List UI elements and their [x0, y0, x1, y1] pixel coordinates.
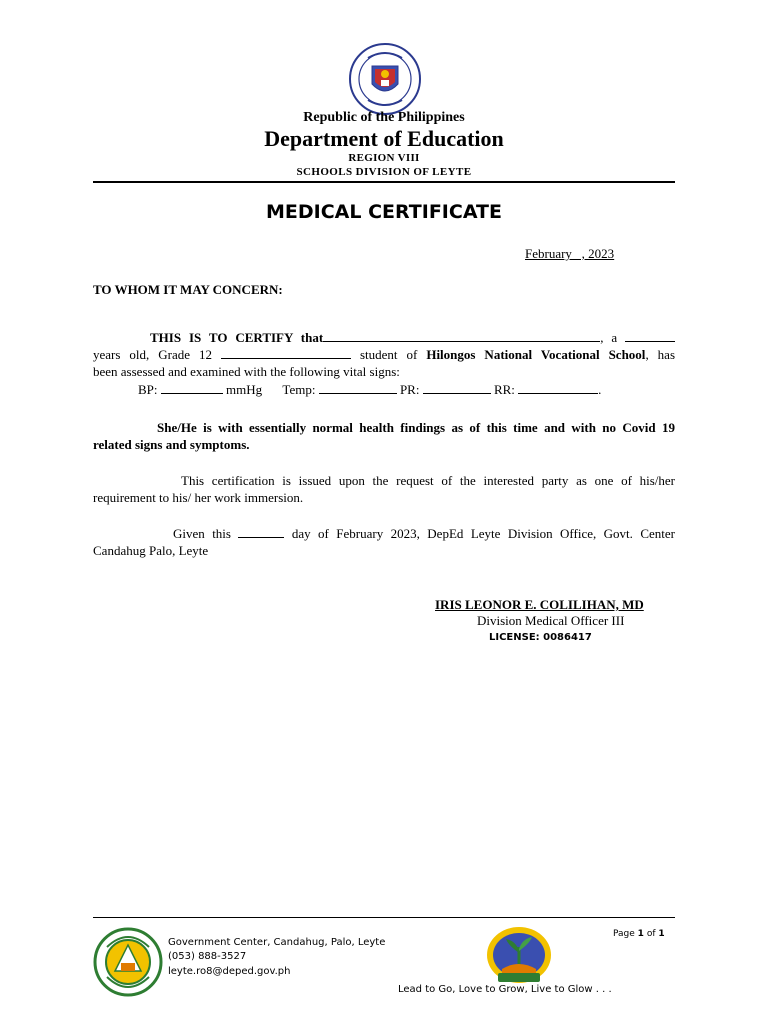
temp-blank: [319, 381, 397, 394]
vital-signs-line: [138, 381, 678, 398]
given-lead: Given this: [173, 526, 231, 541]
issued-line-2: requirement to his/ her work immersion.: [93, 490, 304, 505]
findings-text-1: She/He is with essentially normal health findings as of this time and with no Covid 19: [157, 420, 675, 435]
header-divider: [93, 181, 675, 183]
issued-text-1: This certification is issued upon the request of the interested party as one of his/her: [181, 473, 675, 488]
bp-unit: mmHg: [226, 382, 263, 397]
page-number: Page 1 of 1: [613, 929, 665, 939]
salutation: TO WHOM IT MAY CONCERN:: [93, 282, 283, 297]
deped-seal-icon: [348, 42, 422, 116]
given-line-2: Candahug Palo, Leyte: [93, 543, 209, 558]
seedling-logo-icon: [484, 925, 554, 985]
certify-line-1: [93, 329, 675, 346]
age-blank: [625, 329, 675, 342]
rr-period: .: [598, 382, 602, 397]
republic-heading: Republic of the Philippines: [303, 110, 465, 125]
footer-motto: Lead to Go, Love to Grow, Live to Glow . . .: [398, 984, 612, 995]
student-of-text: student of: [359, 347, 418, 362]
signatory-name: IRIS LEONOR E. COLILIHAN, MD: [435, 597, 644, 612]
bp-label: BP:: [138, 382, 158, 397]
department-heading: Department of Education: [264, 126, 504, 151]
school-name: Hilongos National Vocational School: [426, 347, 646, 362]
footer-email[interactable]: leyte.ro8@deped.gov.ph: [168, 966, 291, 977]
division-heading: SCHOOLS DIVISION OF LEYTE: [296, 166, 472, 178]
certify-lead: THIS IS TO CERTIFY that: [150, 330, 324, 345]
division-of-leyte-logo-icon: [93, 927, 163, 997]
rr-blank: [518, 381, 598, 394]
given-rest: day of February 2023, DepEd Leyte Division Office, Govt. Center: [291, 526, 675, 541]
signatory-license: LICENSE: 0086417: [489, 632, 592, 643]
rr-label: RR:: [493, 382, 515, 397]
certificate-date: February , 2023: [525, 246, 615, 261]
findings-line-1: [93, 419, 675, 436]
day-blank: [238, 525, 284, 538]
bp-blank: [161, 381, 223, 394]
findings-line-2: related signs and symptoms.: [93, 437, 250, 452]
pr-blank: [423, 381, 491, 394]
comma-a: , a: [600, 330, 618, 345]
assessed-line: been assessed and examined with the following vital signs:: [93, 364, 400, 379]
name-blank: [323, 329, 600, 342]
has-text: , has: [645, 347, 675, 362]
region-heading: REGION VIII: [348, 152, 420, 164]
footer-divider: [93, 917, 675, 918]
signatory-position: Division Medical Officer III: [477, 613, 625, 628]
certify-line-2: [93, 346, 675, 363]
years-grade-text: years old, Grade 12: [93, 347, 212, 362]
footer-address: Government Center, Candahug, Palo, Leyte: [168, 937, 386, 948]
pr-label: PR:: [399, 382, 420, 397]
footer-phone: (053) 888-3527: [168, 951, 247, 962]
issued-line-1: [93, 472, 675, 489]
document-title: MEDICAL CERTIFICATE: [266, 201, 502, 223]
given-line-1: [93, 525, 675, 542]
section-blank: [221, 346, 351, 359]
temp-label: Temp:: [282, 382, 316, 397]
